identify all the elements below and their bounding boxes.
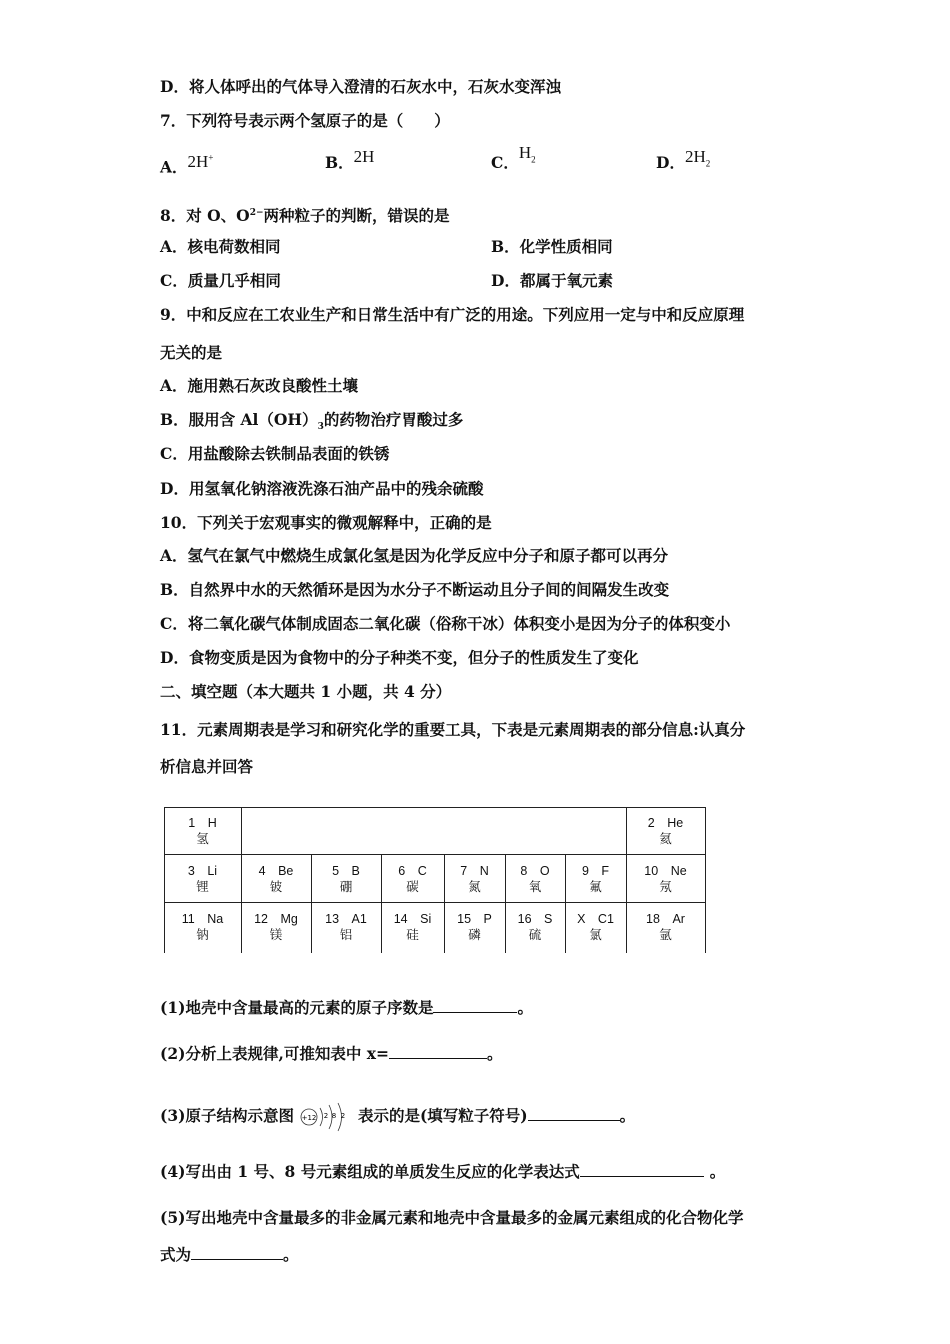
q9-option-c: C．用盐酸除去铁制品表面的铁锈 (160, 444, 390, 463)
element-symbol: 9 F (581, 864, 610, 878)
q11-part2-end: 。 (486, 1044, 503, 1063)
element-symbol: 13 A1 (325, 912, 367, 926)
element-cell-ar (626, 911, 705, 943)
q10-option-c: C．将二氧化碳气体制成固态二氧化碳（俗称干冰）体积变小是因为分子的体积变小 (160, 614, 731, 633)
q7-a-formula (188, 152, 214, 171)
q11-part3-post: 表示的是(填写粒子符号) (357, 1106, 528, 1125)
element-name: 铍 (269, 880, 283, 894)
q7-a-main: 2H (187, 151, 209, 171)
q11-part2 (160, 1044, 503, 1064)
q10-option-b: B．自然界中水的天然循环是因为水分子不断运动且分子间的间隔发生改变 (160, 580, 670, 599)
element-symbol: 12 Mg (254, 912, 298, 926)
q8-option-c: C．质量几乎相同 (160, 271, 281, 290)
q7-option-c (491, 143, 536, 179)
element-name: 氩 (659, 928, 672, 942)
q7-a-sup: + (208, 152, 214, 162)
element-cell-s (505, 911, 565, 943)
q7-d-sub: 2 (705, 158, 711, 169)
element-symbol: 1 H (188, 816, 217, 830)
q11-part3-end: 。 (619, 1106, 636, 1125)
element-cell-he (626, 815, 705, 847)
q8-option-a: A．核电荷数相同 (160, 237, 281, 256)
q11-stem-line1: 11．元素周期表是学习和研究化学的重要工具，下表是元素周期表的部分信息:认真分 (160, 720, 746, 739)
section-heading: 二、填空题（本大题共 1 小题，共 4 分） (160, 682, 452, 701)
element-symbol: 14 Si (393, 912, 432, 926)
q11-stem-line2: 析信息并回答 (160, 757, 254, 776)
element-cell-al (311, 911, 381, 943)
element-name: 铝 (339, 928, 353, 942)
q9-b-sub: 3 (317, 422, 324, 433)
element-cell-cl (565, 911, 626, 943)
q11-part3-pre: (3)原子结构示意图 (160, 1106, 294, 1125)
q10-option-a: A．氢气在氯气中燃烧生成氯化氢是因为化学反应中分子和原子都可以再分 (160, 546, 669, 565)
element-cell-f (565, 863, 626, 895)
q7-b-formula: 2H (353, 147, 375, 166)
element-symbol: 6 C (398, 864, 427, 878)
element-cell-n (444, 863, 505, 895)
element-cell-p (444, 911, 505, 943)
element-name: 硼 (339, 880, 353, 894)
answer-blank-1[interactable] (433, 998, 517, 1013)
element-symbol: 3 Li (187, 864, 218, 878)
q9-b-post: 的药物治疗胃酸过多 (323, 410, 464, 429)
atom-structure-diagram (298, 1102, 354, 1132)
q8-stem-pre: 8．对 O、O (160, 206, 250, 226)
q6-option-d: D．将人体呼出的气体导入澄清的石灰水中，石灰水变浑浊 (160, 77, 561, 96)
element-cell-li (164, 863, 241, 895)
q11-part5-text: 式为 (160, 1245, 192, 1264)
q7-option-b (325, 147, 375, 173)
answer-blank-5[interactable] (191, 1245, 283, 1260)
q11-part5-end: 。 (283, 1245, 299, 1264)
q7-c-sub: 2 (531, 154, 536, 165)
element-cell-be (241, 863, 311, 895)
q11-part4-text: (4)写出由 1 号、8 号元素组成的单质发生反应的化学表达式 (160, 1162, 580, 1181)
element-symbol: 2 He (647, 816, 684, 830)
q8-option-d: D．都属于氧元素 (491, 271, 613, 290)
element-symbol: 10 Ne (644, 864, 687, 878)
q8-stem-sup: 2− (249, 208, 264, 218)
atom-shell-3: 2 (340, 1112, 346, 1120)
element-symbol: 15 P (457, 912, 492, 926)
element-cell-c (381, 863, 444, 895)
answer-blank-4[interactable] (580, 1162, 704, 1177)
q9-stem-line1: 9．中和反应在工农业生产和日常生活中有广泛的用途。下列应用一定与中和反应原理 (160, 305, 745, 324)
q9-stem-line2: 无关的是 (160, 343, 223, 362)
answer-blank-2[interactable] (389, 1044, 487, 1059)
q7-a-label: A． (160, 157, 188, 177)
q11-part3 (160, 1102, 635, 1132)
q8-stem (160, 203, 450, 226)
element-name: 氮 (468, 880, 481, 894)
q8-stem-post: 两种粒子的判断，错误的是 (263, 206, 450, 226)
element-symbol: 18 Ar (646, 912, 685, 926)
q9-option-a: A．施用熟石灰改良酸性土壤 (160, 376, 359, 395)
element-symbol: 11 Na (181, 912, 224, 926)
element-cell-ne (626, 863, 705, 895)
element-symbol: 4 Be (258, 864, 294, 878)
q7-option-d (656, 147, 711, 179)
answer-blank-3[interactable] (528, 1106, 620, 1121)
q8-option-b: B．化学性质相同 (491, 237, 613, 256)
q11-part5-line2 (160, 1245, 299, 1265)
q7-d-main: 2H (684, 147, 706, 166)
q11-part5-line1: (5)写出地壳中含量最多的非金属元素和地壳中含量最多的金属元素组成的化合物化学 (160, 1208, 744, 1227)
element-name: 氖 (659, 880, 672, 894)
q10-option-d: D．食物变质是因为食物中的分子种类不变，但分子的性质发生了变化 (160, 648, 639, 667)
q11-part1 (160, 998, 533, 1018)
q9-option-b (160, 410, 463, 437)
element-cell-b (311, 863, 381, 895)
element-name: 磷 (468, 928, 481, 942)
q10-stem: 10．下列关于宏观事实的微观解释中，正确的是 (160, 513, 492, 532)
q7-d-formula (684, 147, 711, 169)
element-cell-h (164, 815, 241, 847)
q11-part4-end: 。 (709, 1162, 726, 1181)
atom-shell-2: 8 (331, 1112, 337, 1120)
atom-shell-1: 2 (323, 1112, 329, 1120)
q11-part1-end: 。 (517, 998, 533, 1017)
element-name: 碳 (406, 880, 419, 894)
element-name: 氟 (589, 880, 602, 894)
element-cell-na (164, 911, 241, 943)
element-symbol: 8 O (520, 864, 550, 878)
element-name: 氯 (589, 928, 602, 942)
q7-c-formula (518, 143, 536, 165)
element-symbol: 7 N (460, 864, 489, 878)
element-name: 氦 (659, 832, 672, 846)
element-name: 钠 (196, 928, 209, 942)
q7-stem: 7．下列符号表示两个氢原子的是（ ） (160, 111, 450, 130)
q11-part2-text: (2)分析上表规律,可推知表中 x= (160, 1044, 389, 1063)
element-name: 硫 (528, 928, 542, 942)
q7-c-label: C． (491, 153, 519, 172)
element-name: 镁 (269, 928, 283, 942)
q7-c-main: H (518, 143, 532, 162)
element-name: 氧 (528, 880, 542, 894)
element-symbol: 16 S (517, 912, 553, 926)
element-name: 锂 (196, 880, 209, 894)
element-symbol: 5 B (332, 864, 360, 878)
q7-b-label: B． (325, 153, 354, 172)
q9-option-d: D．用氢氧化钠溶液洗涤石油产品中的残余硫酸 (160, 479, 484, 498)
element-cell-mg (241, 911, 311, 943)
q11-part4 (160, 1162, 725, 1182)
element-cell-si (381, 911, 444, 943)
element-cell-o (505, 863, 565, 895)
element-name: 硅 (406, 928, 419, 942)
q9-b-pre: B．服用含 Al（OH） (160, 410, 318, 429)
element-name: 氢 (196, 832, 209, 846)
atom-nucleus: +12 (301, 1114, 317, 1122)
periodic-table (164, 807, 706, 953)
element-symbol: X C1 (577, 912, 614, 926)
q7-option-a (160, 153, 213, 178)
q11-part1-text: (1)地壳中含量最高的元素的原子序数是 (160, 998, 434, 1017)
q7-d-label: D． (656, 153, 685, 172)
